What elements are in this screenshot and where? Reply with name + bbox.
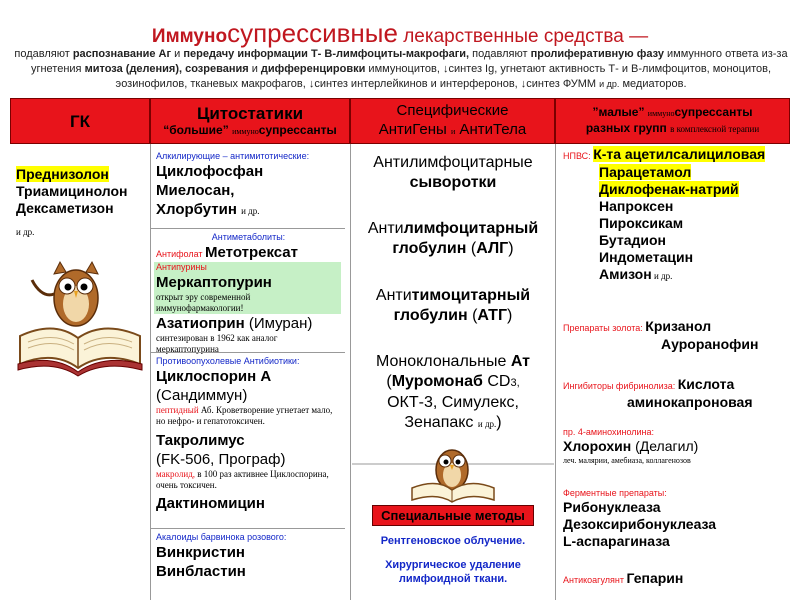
drug-diclofenac: Диклофенак-натрий	[599, 181, 739, 197]
title-suffix: лекарственные средства —	[397, 26, 649, 47]
header-small-suppressants: ”малые” иммуносупрессанты разных групп в комплексной терапии	[555, 98, 790, 144]
drug-indomethacin: Индометацин	[599, 249, 694, 265]
drug-triamcinolone: Триамицинолон	[16, 183, 128, 199]
small-fibrinolysis: Ингибиторы фибринолиза: Кислота аминокапроновая	[563, 376, 753, 410]
drug-prednisolone: Преднизолон	[16, 166, 109, 182]
cyto-antibiotics: Противоопухолевые Антибиотики: Циклоспорин А (Сандиммун) пептидный Аб. Кроветворение угнетает мало, но нефро- и гепатотоксичен. Такролимус (FK-506, Програф) макролид, в 100 раз активнее Циклоспорина, очень токсичен. Дактиномицин	[150, 352, 345, 528]
drug-aminocaproic-acid: Кислота	[677, 376, 735, 392]
intro-text: подавляют распознавание Аг и передачу информации Т- В-лимфоциты-макрофаги, подавляют пролиферативную фазу иммунного ответа из-за угнетения митоза (деления), созревания и дифференцировки иммуноцитов, ↓синтез Ig, угнетают активность Т- и В-лимфоцитов, моноцитов, эозинофилов, тканевых макрофагов, ↓синтез интерлейкинов и интерферонов, ↓синтез ФУММ и др. медиаторов.	[14, 48, 788, 90]
divider	[555, 144, 556, 600]
drug-azathioprine: Азатиоприн	[156, 315, 245, 332]
spec-antilymph-serum: Антилимфоцитарные сыворотки	[373, 154, 533, 191]
drug-vinblastine: Винбластин	[156, 563, 246, 580]
small-gold: Препараты золота: Кризанол Ауроранофин	[563, 318, 798, 353]
header-specific: Специфические АнтиГены и АнтиТела	[350, 98, 555, 144]
gk-etc: и др.	[16, 227, 35, 237]
small-aminoquinoline: пр. 4-аминохинолина: Хлорохин (Делагил) леч. малярии, амебиаза, коллагенозов	[563, 427, 699, 465]
drug-naproxen: Напроксен	[599, 198, 674, 214]
method-xray: Рентгеновское облучение.	[380, 535, 526, 547]
drug-deoxyribonuclease: Дезоксирибонуклеаза	[563, 516, 717, 532]
drug-ribonuclease: Рибонуклеаза	[563, 499, 661, 515]
page-title	[0, 20, 800, 50]
title-main: супрессивные	[227, 18, 398, 48]
cyto-alkylating: Алкилирующие – антимитотические: Циклофосфан Миелосан, Хлорбутин и др.	[150, 148, 345, 228]
drug-cyclosporin: Циклоспорин А	[156, 368, 272, 385]
drug-amizon: Амизон	[599, 266, 652, 282]
drug-chloroquine: Хлорохин	[563, 438, 632, 454]
spec-alg: Антилимфоцитарный глобулин (АЛГ)	[367, 220, 539, 257]
header-cytostatics: Цитостатики “большие” иммуносупрессанты	[150, 98, 350, 144]
gk-column	[16, 166, 150, 238]
drug-mercaptopurine: Меркаптопурин	[156, 274, 272, 291]
drug-methotrexate: Метотрексат	[205, 244, 298, 261]
drug-chlorbutin: Хлорбутин	[156, 201, 237, 218]
drug-asparaginase: L-аспарагиназа	[563, 533, 670, 549]
title-prefix: Иммуно	[151, 26, 228, 47]
owl-book-illustration	[14, 258, 148, 380]
small-nsaids: НПВС: К-та ацетилсалициловая Парацетамол Диклофенак-натрий Напроксен Пироксикам Бутадион Индометацин Амизон и др.	[563, 146, 798, 283]
drug-dexamethasone: Дексаметизон	[16, 200, 114, 216]
divider	[350, 144, 351, 600]
drug-cyclophosphamide: Циклофосфан	[156, 163, 264, 180]
small-enzymes: Ферментные препараты: Рибонуклеаза Дезоксирибонуклеаза L-аспарагиназа	[563, 488, 798, 550]
method-surgery: Хирургическое удаление лимфоидной ткани.	[385, 559, 521, 585]
spec-monoclonal: Моноклональные Ат (Муромонаб CD3, ОКТ-3, Симулекс, Зенапакс и др.)	[375, 353, 530, 431]
small-anticoagulant: Антикоагулянт Гепарин	[563, 570, 684, 586]
drug-piroxicam: Пироксикам	[599, 215, 684, 231]
drug-vincristine: Винкристин	[156, 544, 245, 561]
drug-krizanol: Кризанол	[645, 318, 712, 334]
drug-butadion: Бутадион	[599, 232, 666, 248]
drug-aspirin: К-та ацетилсалициловая	[593, 146, 766, 162]
cyto-antimetabolites: Антиметаболиты: Антифолат Метотрексат Антипурины Меркаптопурин открыт эру современной иммунофармакологии! Азатиоприн (Имуран) синтезирован в 1962 как аналог меркаптопурина	[150, 228, 345, 352]
spec-atg: Антитимоцитарный глобулин (АТГ)	[375, 287, 531, 324]
drug-heparin: Гепарин	[626, 570, 684, 586]
header-gk: ГК	[10, 98, 150, 144]
drug-paracetamol: Парацетамол	[599, 164, 692, 180]
cyto-vinca: Акалоиды барвинока розового: Винкристин Винбластин	[150, 528, 345, 600]
drug-myelosan: Миелосан,	[156, 182, 235, 199]
special-methods-label: Специальные методы	[372, 505, 534, 526]
drug-auranofin: Ауроранофин	[661, 336, 759, 352]
owl-book-small-illustration	[352, 444, 554, 504]
drug-tacrolimus: Такролимус	[156, 432, 245, 449]
drug-dactinomycin: Дактиномицин	[156, 495, 265, 512]
